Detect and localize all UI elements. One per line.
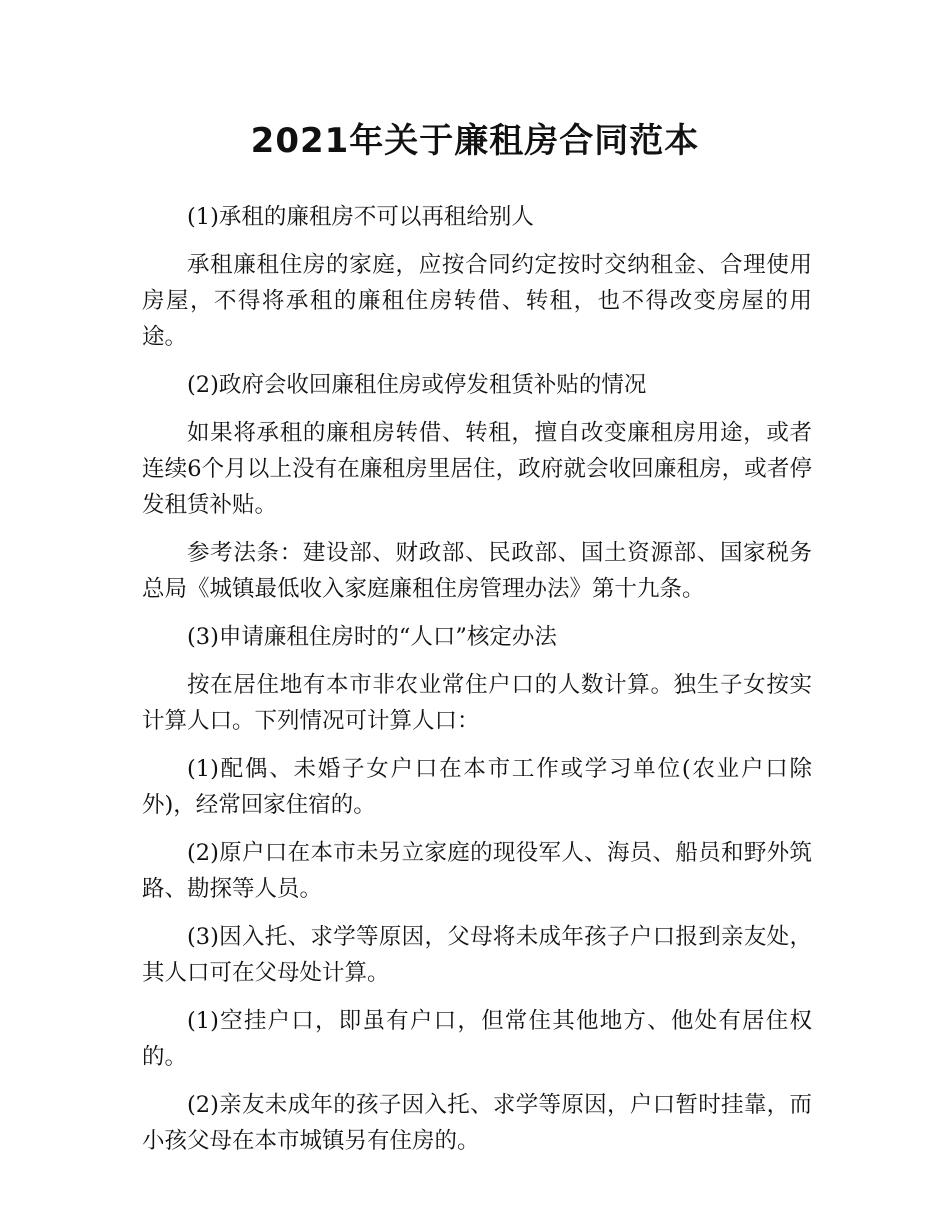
paragraph: (2)亲友未成年的孩子因入托、求学等原因，户口暂时挂靠，而小孩父母在本市城镇另有住房的。 — [142, 1092, 812, 1154]
paragraph: (2)政府会收回廉租住房或停发租赁补贴的情况 — [187, 372, 647, 398]
paragraph: (1)承租的廉租房不可以再租给别人 — [187, 204, 534, 230]
paragraph: (3)因入托、求学等原因，父母将未成年孩子户口报到亲友处，其人口可在父母处计算。 — [142, 924, 812, 986]
paragraph: 如果将承租的廉租房转借、转租，擅自改变廉租房用途，或者连续6个月以上没有在廉租房里居住，政府就会收回廉租房，或者停发租赁补贴。 — [142, 420, 812, 518]
paragraph: (2)原户口在本市未另立家庭的现役军人、海员、船员和野外筑路、勘探等人员。 — [142, 840, 812, 902]
document-title: 2021年关于廉租房合同范本 — [250, 121, 700, 161]
paragraph: (1)空挂户口，即虽有户口，但常住其他地方、他处有居住权的。 — [142, 1008, 812, 1070]
paragraph: 按在居住地有本市非农业常住户口的人数计算。独生子女按实计算人口。下列情况可计算人口： — [142, 672, 812, 734]
paragraph: (1)配偶、未婚子女户口在本市工作或学习单位(农业户口除外)，经常回家住宿的。 — [142, 756, 812, 818]
paragraph: (3)申请廉租住房时的“人口”核定办法 — [187, 624, 557, 650]
paragraph: 承租廉租住房的家庭，应按合同约定按时交纳租金、合理使用房屋，不得将承租的廉租住房转借、转租，也不得改变房屋的用途。 — [142, 252, 812, 350]
document-body — [142, 199, 812, 1171]
paragraph: 参考法条：建设部、财政部、民政部、国土资源部、国家税务总局《城镇最低收入家庭廉租住房管理办法》第十九条。 — [142, 540, 812, 602]
